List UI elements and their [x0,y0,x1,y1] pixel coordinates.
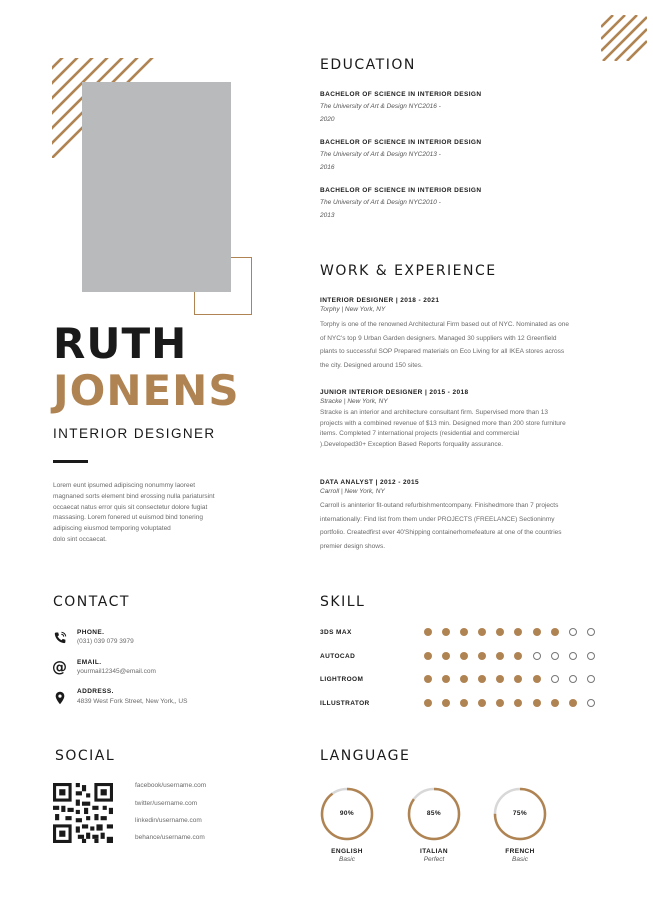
education-year: 2013 [320,212,335,219]
bio-line: magnaned sorts element bind erossing nulla pariatursint [53,492,215,500]
at-sign-icon: @ [52,658,67,676]
social-heading: SOCIAL [55,748,116,764]
skill-dot-filled [569,699,577,707]
phone-icon [53,631,67,645]
education-degree: BACHELOR OF SCIENCE IN INTERIOR DESIGN [320,187,482,194]
last-name: JONENS [53,366,240,415]
work-desc-line: the city. Designed around 150 sites. [320,361,423,369]
language-name: FRENCH [505,848,535,855]
work-desc-line: Stracke is an interior and architecture consultant firm. Supervised more than 13 [320,409,548,416]
skill-dot-empty [587,675,595,683]
skill-dot-filled [533,675,541,683]
skill-dot-filled [496,652,504,660]
skill-dot-empty [533,652,541,660]
contact-value: (031) 039 079 3979 [77,638,134,645]
skill-dot-filled [478,699,486,707]
skill-dot-empty [587,652,595,660]
skill-dot-filled [460,652,468,660]
social-link-linkedin[interactable]: linkedin/username.com [135,817,202,824]
skill-level-dots [424,699,605,707]
language-level: Basic [512,856,528,863]
language-level: Basic [339,856,355,863]
skill-dot-empty [587,628,595,636]
skill-dot-filled [496,675,504,683]
skill-dot-filled [514,628,522,636]
skill-dot-empty [551,675,559,683]
skill-dot-filled [514,652,522,660]
skill-name: ILLUSTRATOR [320,700,370,707]
work-item [320,389,610,450]
work-desc-line: plants to successful SOP Prepared materials on Eco Living for all IKEA stores across [320,348,565,355]
skill-dot-filled [533,699,541,707]
skill-dot-filled [478,652,486,660]
skill-dot-filled [460,675,468,683]
language-percent: 75% [512,810,528,817]
work-desc-line: internationally: Find list from them under PROJECTS (FREELANCE) Sectioninmy [320,515,555,523]
social-link-behance[interactable]: behance/username.com [135,834,205,841]
language-level: Perfect [423,856,445,863]
skill-dot-filled [460,628,468,636]
skill-dot-filled [442,699,450,707]
language-item [404,786,464,865]
skill-level-dots [424,652,605,660]
profile-photo [82,82,231,292]
skill-dot-filled [442,652,450,660]
work-role: INTERIOR DESIGNER | 2018 - 2021 [320,297,440,304]
bio [53,481,253,546]
contact-value: 4839 West Fork Street, New York,, US [77,698,188,705]
education-school: The University of Art & Design NYC2013 - [320,151,441,158]
bio-line: massasing. Lorem fonered ut euismod bind tonering [53,514,203,522]
location-pin-icon [53,691,67,705]
first-name: RUTH [53,319,188,368]
language-heading: LANGUAGE [320,748,411,764]
work-heading: WORK & EXPERIENCE [320,263,497,279]
skill-heading: SKILL [320,594,366,610]
work-desc-line: items. Completed 7 international projects (residential and commercial [320,430,520,437]
language-percent: 90% [339,810,355,817]
language-name: ENGLISH [331,848,363,855]
contact-label: ADDRESS. [77,688,114,695]
skill-dot-filled [478,675,486,683]
contact-label: PHONE. [77,629,105,636]
work-desc-line: Carroll is aninterior fit-outand refurbishmentcompany. Finishedmore than 7 projects [320,502,559,509]
bio-line: dolo sint occaecat. [53,535,107,543]
work-role: DATA ANALYST | 2012 - 2015 [320,479,420,486]
social-link-facebook[interactable]: facebook/username.com [135,782,207,789]
language-item [317,786,377,865]
work-company: Torphy | New York, NY [320,306,386,313]
bio-line: Lorem eunt ipsumed adipiscing nonummy laoreet [53,482,195,489]
contact-value: yourmail12345@email.com [77,668,156,675]
work-company: Carroll | New York, NY [320,488,385,495]
education-heading: EDUCATION [320,57,416,73]
bio-line: adipiscing eiusmod temporing voluptated [53,525,171,533]
work-item [320,479,610,553]
work-desc-line: Torphy is one of the renowned Architectural Firm based out of NYC. Nominated as one [320,321,569,328]
work-item [320,297,610,372]
skill-name: LIGHTROOM [320,676,364,683]
education-degree: BACHELOR OF SCIENCE IN INTERIOR DESIGN [320,91,482,98]
skill-dot-filled [496,628,504,636]
skill-dot-filled [424,652,432,660]
education-item [320,139,481,174]
job-title: INTERIOR DESIGNER [53,426,216,441]
education-school: The University of Art & Design NYC2016 - [320,103,441,110]
language-item [490,786,550,865]
skill-dot-filled [424,628,432,636]
education-year: 2020 [320,116,335,123]
work-desc-line: projects with a combined revenue of $13 min. Designed more than 200 store furniture [320,419,566,427]
education-degree: BACHELOR OF SCIENCE IN INTERIOR DESIGN [320,139,482,146]
skill-dot-filled [442,628,450,636]
skill-dot-filled [442,675,450,683]
skill-dot-filled [424,675,432,683]
work-desc-line: of NYC's top 9 Urban Garden designers. Managed 30 suppliers with 12 Greenfield [320,334,557,342]
skill-row [320,675,610,685]
skill-dot-filled [424,699,432,707]
title-divider [53,460,88,463]
skill-dot-empty [587,699,595,707]
skill-dot-filled [514,675,522,683]
skill-row [320,699,610,709]
skill-dot-filled [533,628,541,636]
skill-name: AUTOCAD [320,653,356,660]
skill-row [320,628,610,638]
education-year: 2016 [320,164,335,171]
skill-row [320,652,610,662]
skill-dot-filled [551,628,559,636]
contact-label: EMAIL. [77,659,102,666]
qr-code-icon [53,783,113,843]
skill-dot-filled [551,699,559,707]
skill-dot-empty [569,628,577,636]
hatch-decoration-right [601,15,647,61]
skill-dot-filled [460,699,468,707]
skill-level-dots [424,628,605,636]
skill-dot-empty [569,652,577,660]
social-link-twitter[interactable]: twitter/username.com [135,800,198,807]
language-name: ITALIAN [420,848,448,855]
language-percent: 85% [426,810,442,817]
bio-line: occaecat natus error quis sit consectetur dolore fugiat [53,503,208,511]
skill-name: 3DS MAX [320,629,352,636]
work-company: Stracke | New York, NY [320,398,388,405]
skill-level-dots [424,675,605,683]
skill-dot-filled [514,699,522,707]
skill-dot-filled [478,628,486,636]
work-desc-line: premier design shows. [320,542,386,550]
education-item [320,91,481,126]
work-desc-line: ).Developed30+ Exception Based Reports forquality assurance. [320,440,504,448]
education-school: The University of Art & Design NYC2010 - [320,199,441,206]
skill-dot-empty [569,675,577,683]
skill-dot-empty [551,652,559,660]
education-item [320,187,481,222]
work-desc-line: portfolio. Createdfirst ever 40'Shipping containerhomefeature at one of the countries [320,529,562,536]
skill-dot-filled [496,699,504,707]
contact-heading: CONTACT [53,594,130,610]
work-role: JUNIOR INTERIOR DESIGNER | 2015 - 2018 [320,389,469,396]
